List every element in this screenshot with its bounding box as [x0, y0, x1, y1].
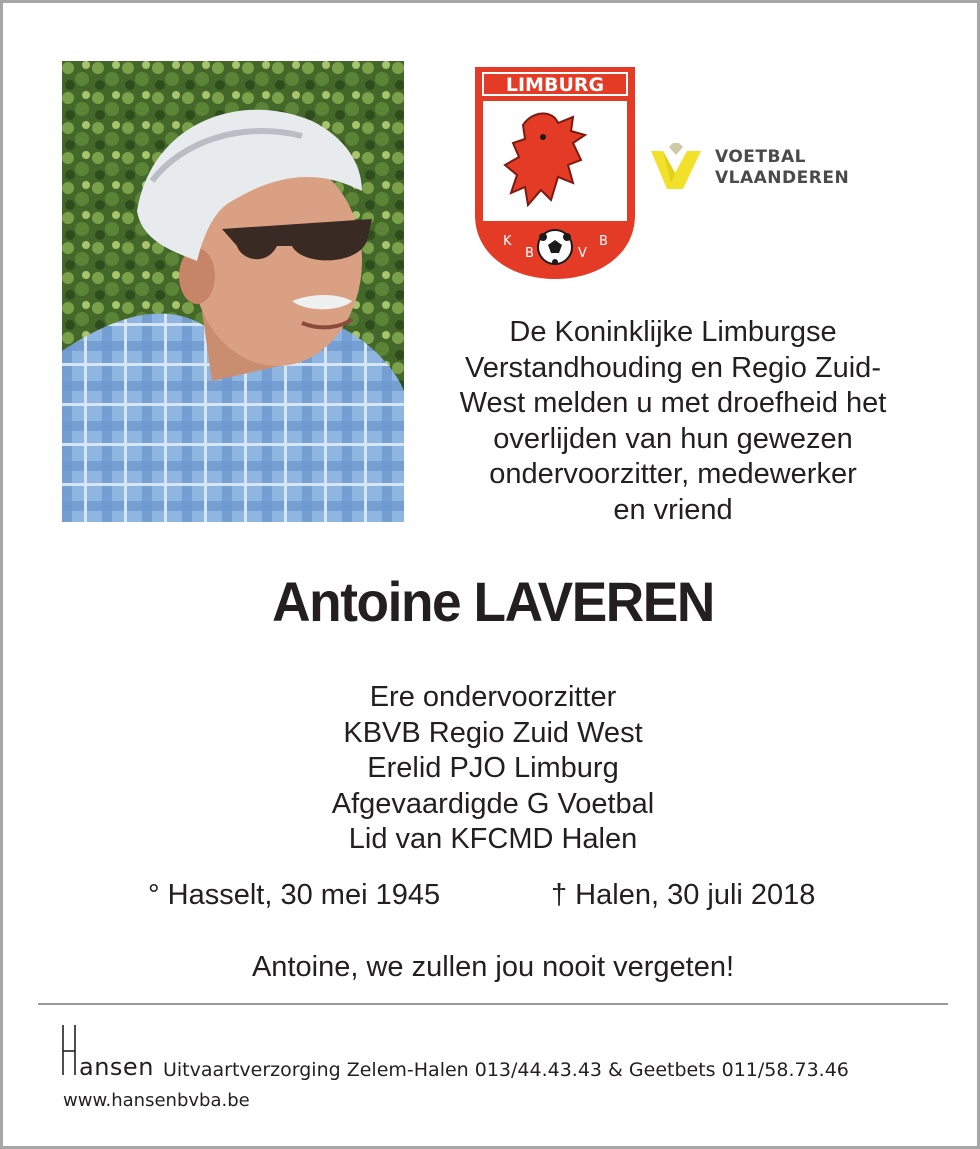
vv-line2: VLAANDEREN [715, 168, 850, 188]
announcement-line: West melden u met droefheid het [459, 387, 887, 419]
title-line: Erelid PJO Limburg [367, 752, 619, 784]
portrait-photo [62, 61, 404, 522]
funeral-service-contact: Uitvaartverzorging Zelem-Halen 013/44.43.43 & Geetbets 011/58.73.46 [163, 1059, 849, 1081]
vv-shield-icon [649, 143, 709, 193]
hansen-brand: ansen [79, 1053, 154, 1081]
logo-letter-v: V [578, 246, 587, 261]
vv-wordmark [715, 147, 849, 189]
limburg-banner-text: LIMBURG [505, 74, 605, 96]
announcement-line: De Koninklijke Limburgse [509, 316, 837, 348]
title-line: KBVB Regio Zuid West [343, 716, 643, 749]
announcement-line: overlijden van hun gewezen [493, 422, 853, 455]
title-line: Ere ondervoorzitter [369, 681, 617, 713]
announcement-line: ondervoorzitter, medewerker [489, 458, 857, 490]
logo-letter-b1: B [525, 246, 534, 261]
portrait-illustration [62, 61, 404, 522]
deceased-name: Antoine LAVEREN [272, 570, 714, 633]
football-icon [538, 230, 572, 265]
logo-letter-k: K [503, 234, 512, 249]
death-date: † Halen, 30 juli 2018 [551, 879, 816, 911]
logo-letter-b2: B [599, 234, 608, 249]
voetbal-vlaanderen-logo [649, 143, 869, 193]
funeral-website[interactable]: www.hansenbvba.be [63, 1090, 250, 1111]
divider [38, 1003, 948, 1005]
hansen-logo-wordmark [63, 1053, 154, 1081]
vv-line1: VOETBAL [715, 147, 806, 167]
birth-date: ° Hasselt, 30 mei 1945 [148, 879, 441, 911]
announcement-text [423, 315, 923, 528]
announcement-line: en vriend [613, 493, 733, 526]
title-line: Lid van KFCMD Halen [348, 823, 638, 855]
title-line: Afgevaardigde G Voetbal [331, 787, 655, 820]
closing-message: Antoine, we zullen jou nooit vergeten! [251, 951, 735, 983]
announcement-line: Verstandhouding en Regio Zuid- [465, 351, 881, 384]
honorary-titles [3, 680, 980, 858]
limburg-kbvb-logo [473, 65, 637, 281]
